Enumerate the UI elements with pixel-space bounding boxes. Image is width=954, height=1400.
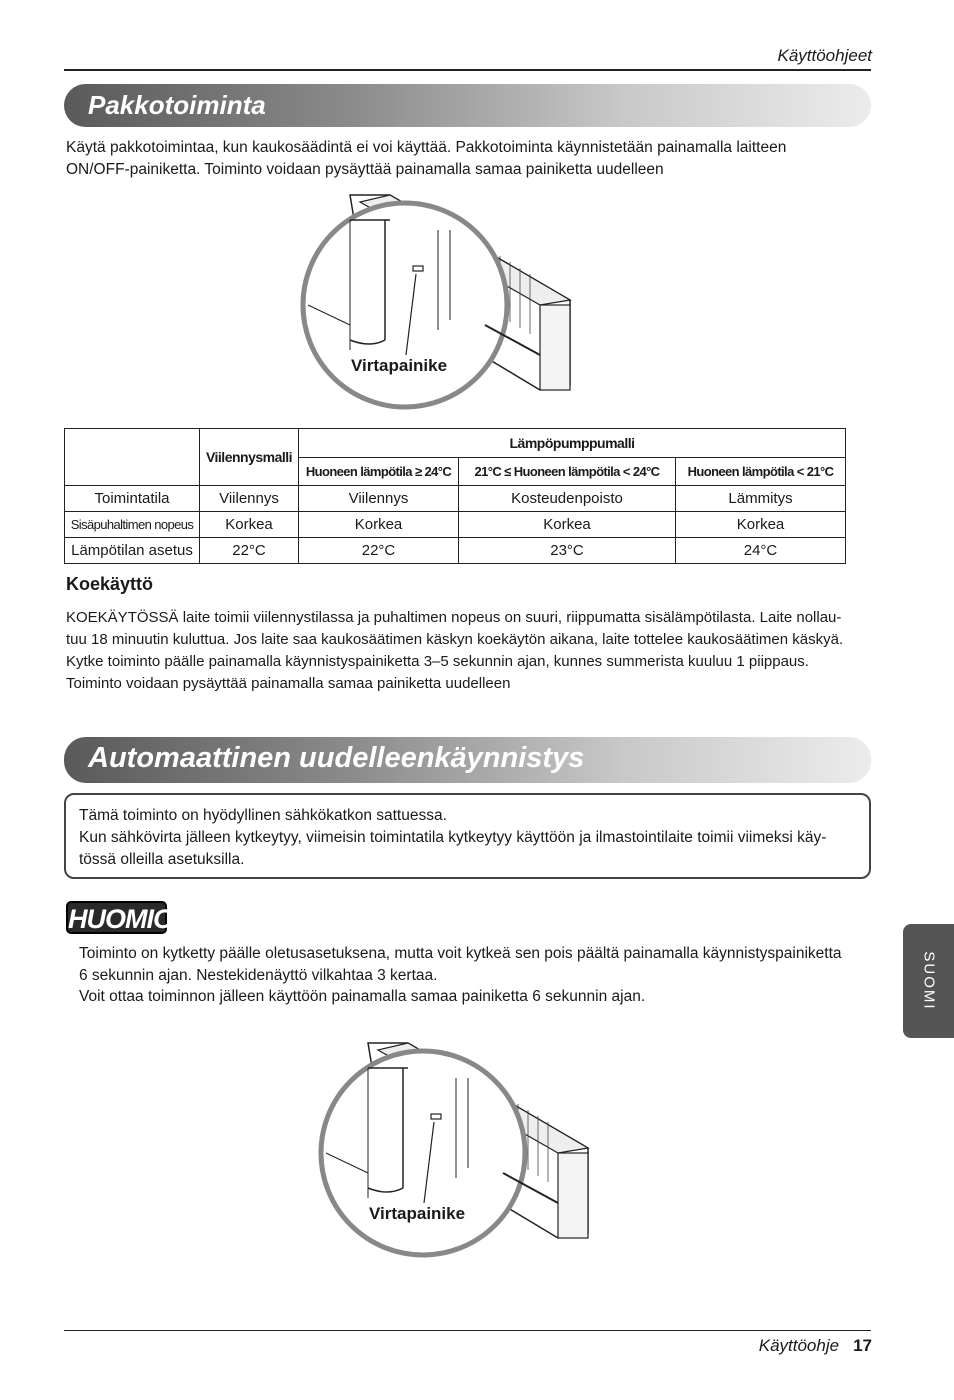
test-run-line: KOEKÄYTÖSSÄ laite toimii viilennystilassa ja puhaltimen nopeus on suuri, riippumatta sisälämpötilasta. Laite nollau-: [66, 609, 842, 626]
cell: Korkea: [200, 512, 299, 538]
cell: Korkea: [459, 512, 676, 538]
running-title: Käyttöohjeet: [777, 46, 872, 65]
footer-rule: [64, 1330, 871, 1331]
table-row: [65, 486, 846, 512]
header-temp-high: Huoneen lämpötila ≥ 24°C: [299, 458, 459, 486]
test-run-line: Toiminto voidaan pysäyttää painamalla samaa painiketta uudelleen: [66, 675, 511, 692]
cell: 24°C: [676, 538, 846, 564]
footer-title: Käyttöohje: [758, 1336, 840, 1355]
test-run-line: Kytke toiminto päälle painamalla käynnistyspainiketta 3–5 sekunnin ajan, kunnes summerista kuuluu 1 piippaus.: [66, 653, 809, 670]
mode-table: [64, 428, 846, 564]
test-run-line: tuu 18 minuutin kuluttua. Jos laite saa kaukosäätimen käskyn koekäytön aikana, laite tottelee kaukosäätimen käskyä.: [66, 631, 844, 648]
test-run-paragraph: [66, 607, 866, 695]
cell: 23°C: [459, 538, 676, 564]
note-paragraph: [79, 943, 869, 1008]
page-number: 17: [853, 1336, 872, 1355]
info-line: Kun sähkövirta jälleen kytkeytyy, viimeisin toimintatila kytkeytyy käyttöön ja ilmastointilaite toimii viimeksi käy-: [79, 829, 827, 846]
intro-line: Käytä pakkotoimintaa, kun kaukosäädintä ei voi käyttää. Pakkotoiminta käynnistetään painamalla laitteen: [66, 139, 787, 156]
header-temp-mid: 21°C ≤ Huoneen lämpötila < 24°C: [459, 458, 676, 486]
table-row: [65, 538, 846, 564]
info-line: Tämä toiminto on hyödyllinen sähkökatkon sattuessa.: [79, 807, 447, 824]
test-run-heading: Koekäyttö: [66, 574, 154, 594]
section-title: Automaattinen uudelleenkäynnistys: [88, 742, 585, 774]
cell: Korkea: [299, 512, 459, 538]
language-tab-label: SUOMI: [920, 951, 937, 1011]
footer: [759, 1336, 872, 1356]
cell: Viilennys: [299, 486, 459, 512]
row-label: Toimintatila: [65, 486, 200, 512]
illustration-label: Virtapainike: [351, 356, 448, 375]
cell: 22°C: [200, 538, 299, 564]
cell: Kosteudenpoisto: [459, 486, 676, 512]
cell: Korkea: [676, 512, 846, 538]
illustration-label: Virtapainike: [369, 1204, 466, 1223]
info-box: [64, 793, 871, 879]
table-corner: [65, 429, 200, 486]
cell: Lämmitys: [676, 486, 846, 512]
indoor-unit-illustration: [308, 1038, 608, 1263]
note-line: Toiminto on kytketty päälle oletusasetuksena, mutta voit kytkeä sen pois päältä painamalla käynnistyspainiketta: [79, 945, 842, 962]
header-heatpump-model: Lämpöpumppumalli: [299, 429, 846, 458]
note-badge: HUOMIO: [66, 901, 167, 934]
intro-line: ON/OFF-painiketta. Toiminto voidaan pysäyttää painamalla samaa painiketta uudelleen: [66, 160, 664, 178]
header-temp-low: Huoneen lämpötila < 21°C: [676, 458, 846, 486]
section-title: Pakkotoiminta: [88, 90, 266, 120]
info-line: tössä olleilla asetuksilla.: [79, 851, 245, 868]
row-label: Sisäpuhaltimen nopeus: [65, 512, 200, 538]
language-tab: [903, 924, 954, 1038]
header-rule: [64, 69, 871, 71]
row-label: Lämpötilan asetus: [65, 538, 200, 564]
note-line: Voit ottaa toiminnon jälleen käyttöön painamalla samaa painiketta 6 sekunnin ajan.: [79, 988, 646, 1005]
header-cooling-model: Viilennysmalli: [200, 429, 299, 486]
section-banner-auto-restart: [64, 737, 871, 783]
note-line: 6 sekunnin ajan. Nestekidenäyttö vilkahtaa 3 kertaa.: [79, 966, 438, 984]
section-banner-pakkotoiminta: [64, 84, 871, 127]
cell: Viilennys: [200, 486, 299, 512]
table-row: [65, 512, 846, 538]
intro-paragraph: [66, 137, 866, 180]
cell: 22°C: [299, 538, 459, 564]
indoor-unit-illustration: [290, 190, 590, 415]
